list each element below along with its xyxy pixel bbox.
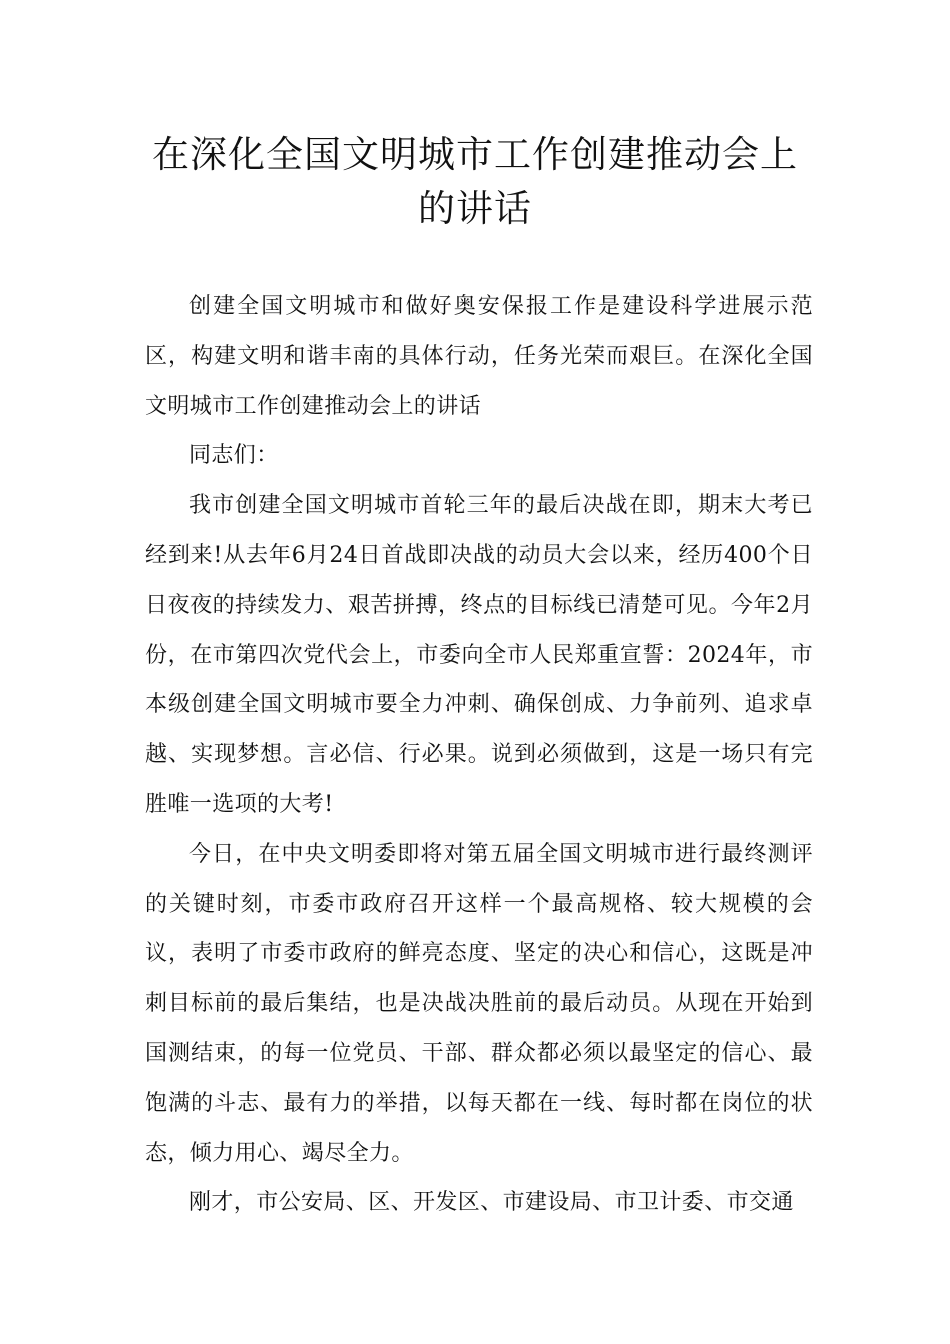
document-body [145,282,813,1228]
paragraph-meeting: 今日，在中央文明委即将对第五届全国文明城市进行最终测评的关键时刻，市委市政府召开这样一个最高规格、较大规模的会议，表明了市委市政府的鲜亮态度、坚定的决心和信心，这既是冲刺目标前的最后集结，也是决战决胜前的最后动员。从现在开始到国测结束，的每一位党员、干部、群众都必须以最坚定的信心、最饱满的斗志、最有力的举措，以每天都在一线、每时都在岗位的状态，倾力用心、竭尽全力。 [145,841,813,1166]
title-line-2: 的讲话 [418,187,532,230]
document-title [110,128,840,236]
paragraph-salutation: 同志们： [189,443,279,469]
paragraph-speakers: 刚才，市公安局、区、开发区、市建设局、市卫计委、市交通 [189,1190,794,1216]
paragraph-exam: 我市创建全国文明城市首轮三年的最后决战在即，期末大考已经到来!从去年6月24日首战即决战的动员大会以来，经历400个日日夜夜的持续发力、艰苦拼搏，终点的目标线已清楚可见。今年2月份，在市第四次党代会上，市委向全市人民郑重宣誓：2024年，市本级创建全国文明城市要全力冲刺、确保创成、力争前列、追求卓越、实现梦想。言必信、行必果。说到必须做到，这是一场只有完胜唯一选项的大考! [145,493,813,817]
title-line-1: 在深化全国文明城市工作创建推动会上 [152,133,798,176]
paragraph-intro: 创建全国文明城市和做好奥安保报工作是建设科学进展示范区，构建文明和谐丰南的具体行动，任务光荣而艰巨。在深化全国文明城市工作创建推动会上的讲话 [145,294,813,419]
